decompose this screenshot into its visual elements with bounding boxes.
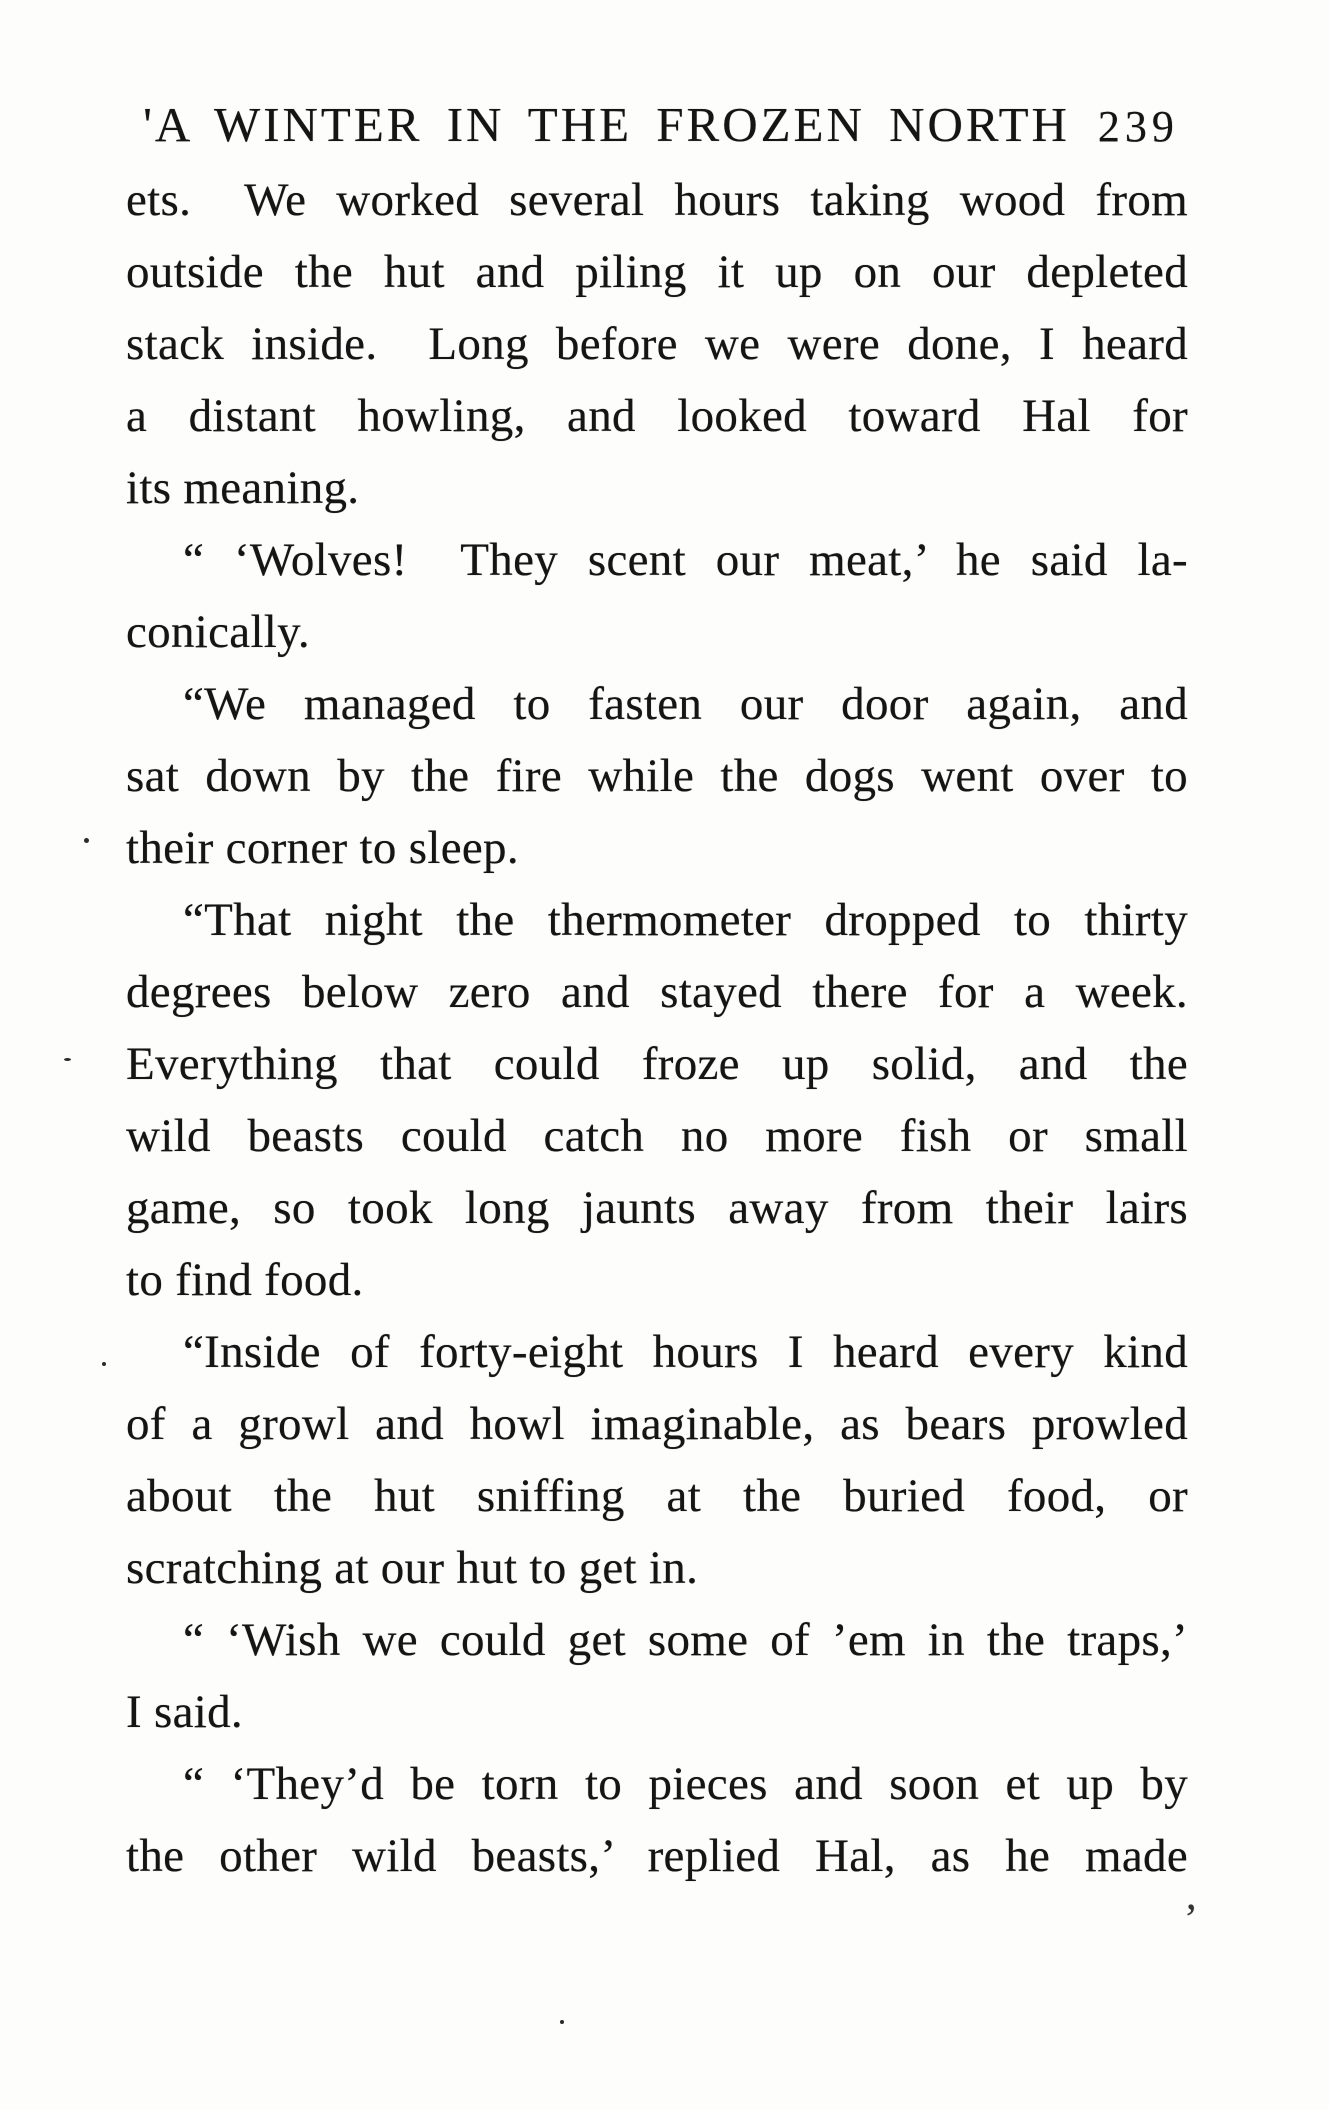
page-number: 239 [1097, 102, 1179, 151]
text-line: a distant howling, and looked toward Hal for [126, 390, 1188, 442]
text-line: sat down by the fire while the dogs went over to [126, 750, 1188, 802]
text-line: Everything that could froze up solid, and the [126, 1038, 1188, 1090]
scan-artifact-comma: , [1186, 1873, 1197, 1919]
page-body [126, 164, 1188, 1892]
running-title: 'A WINTER IN THE FROZEN NORTH [143, 97, 1070, 152]
page-header [128, 96, 1194, 153]
text-line: degrees below zero and stayed there for a week. [126, 966, 1188, 1018]
scan-speck [64, 1058, 71, 1061]
text-line: “ ‘Wolves! They scent our meat,’ he said la- [183, 534, 1188, 586]
scan-speck [84, 838, 89, 843]
text-line: wild beasts could catch no more fish or small [126, 1110, 1188, 1162]
text-line: “We managed to fasten our door again, and [183, 678, 1188, 730]
text-line: I said. [126, 1686, 243, 1738]
text-line: “ ‘They’d be torn to pieces and soon et up by [183, 1758, 1188, 1810]
text-line: their corner to sleep. [126, 822, 519, 874]
text-line: “Inside of forty-eight hours I heard every kind [183, 1326, 1188, 1378]
text-line: game, so took long jaunts away from their lairs [126, 1182, 1188, 1234]
text-line: outside the hut and piling it up on our depleted [126, 246, 1188, 298]
text-line: to find food. [126, 1254, 364, 1306]
text-line: the other wild beasts,’ replied Hal, as he made [126, 1830, 1188, 1882]
text-line: “ ‘Wish we could get some of ’em in the traps,’ [183, 1614, 1188, 1666]
scan-speck [102, 1362, 106, 1366]
text-line: stack inside. Long before we were done, I heard [126, 318, 1188, 370]
text-line: scratching at our hut to get in. [126, 1542, 699, 1594]
text-line: conically. [126, 606, 310, 658]
text-line: about the hut sniffing at the buried food, or [126, 1470, 1188, 1522]
text-line: of a growl and howl imaginable, as bears prowled [126, 1398, 1188, 1450]
scan-speck [560, 2020, 564, 2024]
text-line: its meaning. [126, 462, 360, 514]
text-line: “That night the thermometer dropped to thirty [183, 894, 1188, 946]
text-line: ets. We worked several hours taking wood from [126, 174, 1188, 226]
